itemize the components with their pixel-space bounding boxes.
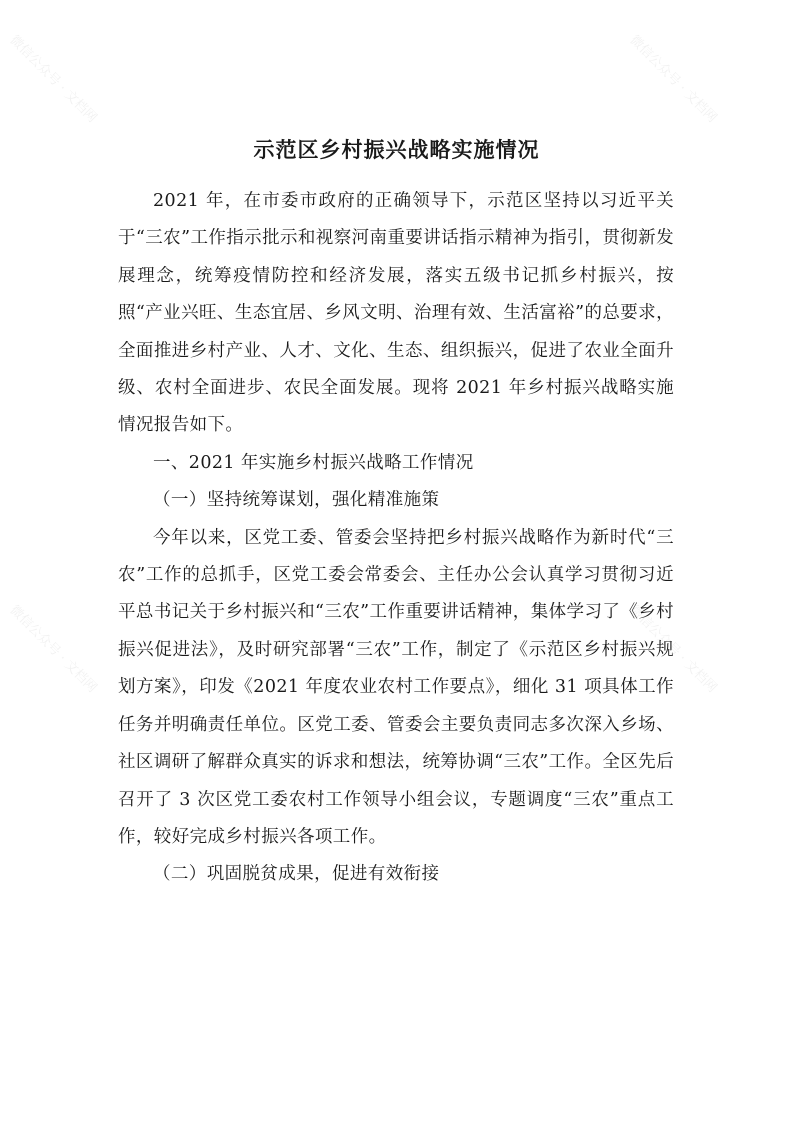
document-body: [118, 183, 674, 894]
watermark: 微信公众号 · 文档网: [626, 602, 720, 696]
paragraph-body: 今年以来，区党工委、管委会坚持把乡村振兴战略作为新时代“三农”工作的总抓手，区党工委会常委会、主任办公会认真学习贯彻习近平总书记关于乡村振兴和“三农”工作重要讲话精神，集体学习了《乡村振兴促进法》，及时研究部署“三农”工作，制定了《示范区乡村振兴规划方案》，印发《2021 年度农业农村工作要点》，细化 31 项具体工作任务并明确责任单位。区党工委、管委会主要负责同志多次深入乡场、社区调研了解群众真实的诉求和想法，统筹协调“三农”工作。全区先后召开了 3 次区党工委农村工作领导小组会议，专题调度“三农”重点工作，较好完成乡村振兴各项工作。: [118, 527, 674, 847]
paragraph-intro: 2021 年，在市委市政府的正确领导下，示范区坚持以习近平关于“三农”工作指示批示和视察河南重要讲话指示精神为指引，贯彻新发展理念，统筹疫情防控和经济发展，落实五级书记抓乡村振兴，按照“产业兴旺、生态宜居、乡风文明、治理有效、生活富裕”的总要求，全面推进乡村产业、人才、文化、生态、组织振兴，促进了农业全面升级、农村全面进步、农民全面发展。现将 2021 年乡村振兴战略实施情况报告如下。: [118, 191, 674, 436]
watermark: 微信公众号 · 文档网: [6, 602, 100, 696]
subsection-heading: （二）巩固脱贫成果，促进有效衔接: [153, 864, 440, 885]
subsection-heading: （一）坚持统筹谋划，强化精准施策: [153, 490, 440, 511]
watermark: 微信公众号 · 文档网: [6, 32, 100, 126]
watermark: 微信公众号 · 文档网: [626, 32, 720, 126]
document-title: 示范区乡村振兴战略实施情况: [253, 137, 540, 162]
section-heading: 一、2021 年实施乡村振兴战略工作情况: [153, 452, 474, 473]
